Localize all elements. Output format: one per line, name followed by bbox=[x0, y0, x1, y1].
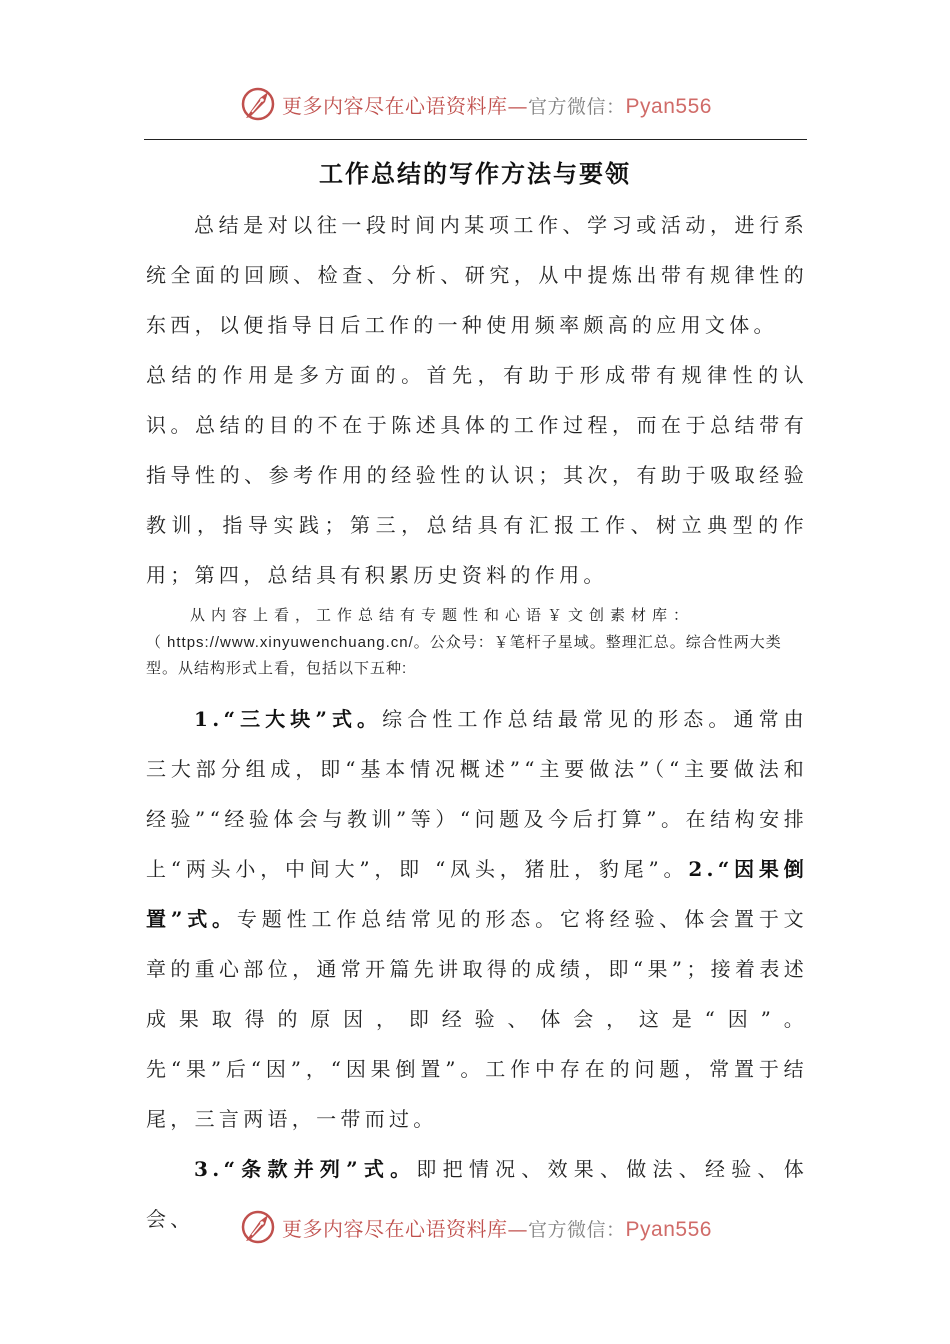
types-lead: 从内容上看，工作总结有专题性和心语￥文创素材库：（ bbox=[146, 606, 695, 651]
pen-nib-logo-icon bbox=[238, 84, 278, 124]
paragraph-types bbox=[146, 602, 808, 682]
footer-banner bbox=[0, 1197, 950, 1257]
paragraph-structure-1-2 bbox=[146, 694, 808, 1144]
page-title: 工作总结的写作方法与要领 bbox=[319, 159, 631, 188]
structure-2-heading: 2.“因果倒置”式。 bbox=[146, 857, 808, 931]
banner-official-label: 官方微信： bbox=[528, 95, 626, 118]
banner-text bbox=[282, 90, 712, 119]
structure-3-text: 即把情况、效果、做法、经验、体会、 bbox=[146, 1157, 809, 1231]
header-divider bbox=[144, 139, 807, 140]
footer-dash: — bbox=[507, 1216, 529, 1241]
document-body bbox=[146, 200, 808, 1244]
header-banner bbox=[0, 74, 950, 134]
banner-slogan: 更多内容尽在心语资料库 bbox=[282, 93, 508, 118]
structure-3-heading: 3.“条款并列”式。 bbox=[194, 1157, 417, 1181]
banner-wechat-id: Pyan556 bbox=[625, 94, 712, 118]
banner-dash: — bbox=[507, 93, 529, 118]
paragraph-definition: 总结是对以往一段时间内某项工作、学习或活动，进行系统全面的回顾、检查、分析、研究，从中提炼出带有规律性的东西，以便指导日后工作的一种使用频率颇高的应用文体。 bbox=[146, 213, 808, 337]
structure-1-heading: 1.“三大块”式。 bbox=[194, 707, 383, 731]
footer-wechat-id: Pyan556 bbox=[625, 1217, 712, 1241]
footer-slogan: 更多内容尽在心语资料库 bbox=[282, 1216, 508, 1241]
footer-banner-text bbox=[282, 1213, 712, 1242]
paragraph-functions: 总结的作用是多方面的。首先，有助于形成带有规律性的认识。总结的目的不在于陈述具体的工作过程，而在于总结带有指导性的、参考作用的经验性的认识；其次，有助于吸取经验教训，指导实践；第三，总结具有汇报工作、树立典型的作用；第四，总结具有积累历史资料的作用。 bbox=[146, 363, 808, 587]
types-rest: https://www.xinyuwenchuang.cn/。公众号：￥笔杆子星域。整理汇总。综合性两大类型。从结构形式上看，包括以下五种: bbox=[146, 634, 782, 677]
pen-nib-logo-icon bbox=[238, 1207, 278, 1247]
footer-official-label: 官方微信： bbox=[528, 1218, 626, 1241]
structure-2-text: 专题性工作总结常见的形态。它将经验、体会置于文章的重心部位，通常开篇先讲取得的成绩，即“果”；接着表述成果取得的原因，即经验、体会，这是“因”。先“果”后“因”，“因果倒置”。工作中存在的问题，常置于结尾，三言两语，一带而过。 bbox=[146, 907, 808, 1131]
structure-1-text: 综合性工作总结最常见的形态。通常由三大部分组成，即“基本情况概述”“主要做法”（“主要做法和经验”“经验体会与教训”等）“问题及今后打算”。在结构安排上“两头小，中间大”，即 “凤头，猪肚，豹尾”。 bbox=[146, 707, 808, 881]
